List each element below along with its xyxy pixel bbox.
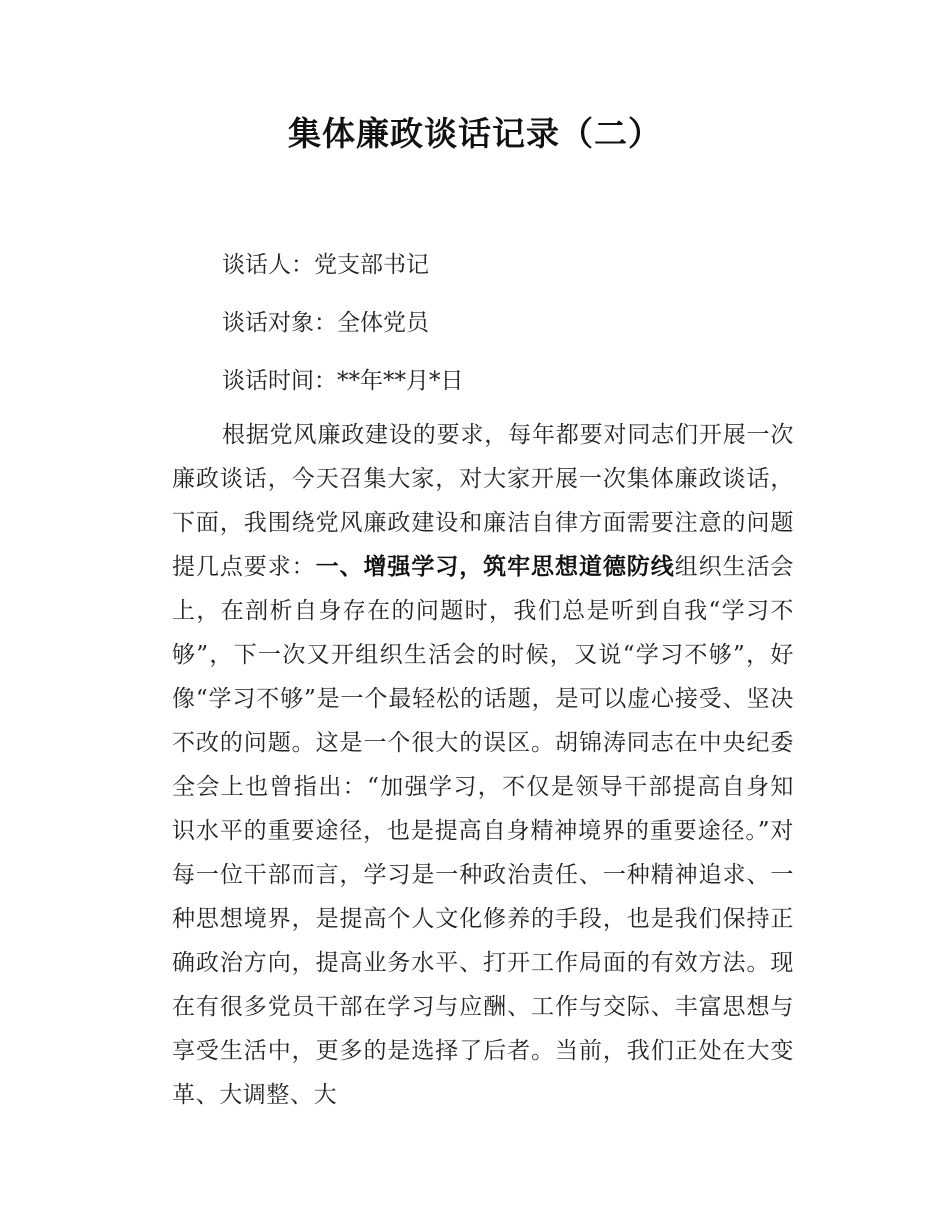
audience-line: 谈话对象：全体党员 <box>222 310 429 336</box>
speaker-line: 谈话人：党支部书记 <box>222 252 429 278</box>
body-paragraph <box>172 413 794 1117</box>
time-line: 谈话时间：**年**月*日 <box>222 368 464 394</box>
intro-text: 根据党风廉政建设的要求，每年都要对同志们开展一次廉政谈话，今天召集大家，对大家开展一次集体廉政谈话，下面，我围绕党风廉政建设和廉洁自律方面需要注意的问题提几点要求： <box>172 422 794 580</box>
document-title: 集体廉政谈话记录（二） <box>288 114 662 153</box>
section-body-text: 组织生活会上，在剖析自身存在的问题时，我们总是听到自我“学习不够”，下一次又开组织生活会的时候，又说“学习不够”，好像“学习不够”是一个最轻松的话题，是可以虚心接受、坚决不改的问题。这是一个很大的误区。胡锦涛同志在中央纪委全会上也曾指出：“加强学习，不仅是领导干部提高自身知识水平的重要途径，也是提高自身精神境界的重要途径。”对每一位干部而言，学习是一种政治责任、一种精神追求、一种思想境界，是提高个人文化修养的手段，也是我们保持正确政治方向，提高业务水平、打开工作局面的有效方法。现在有很多党员干部在学习与应酬、工作与交际、丰富思想与享受生活中，更多的是选择了后者。当前，我们正处在大变革、大调整、大 <box>172 554 795 1108</box>
section-heading: 一、增强学习，筑牢思想道德防线 <box>315 554 675 580</box>
